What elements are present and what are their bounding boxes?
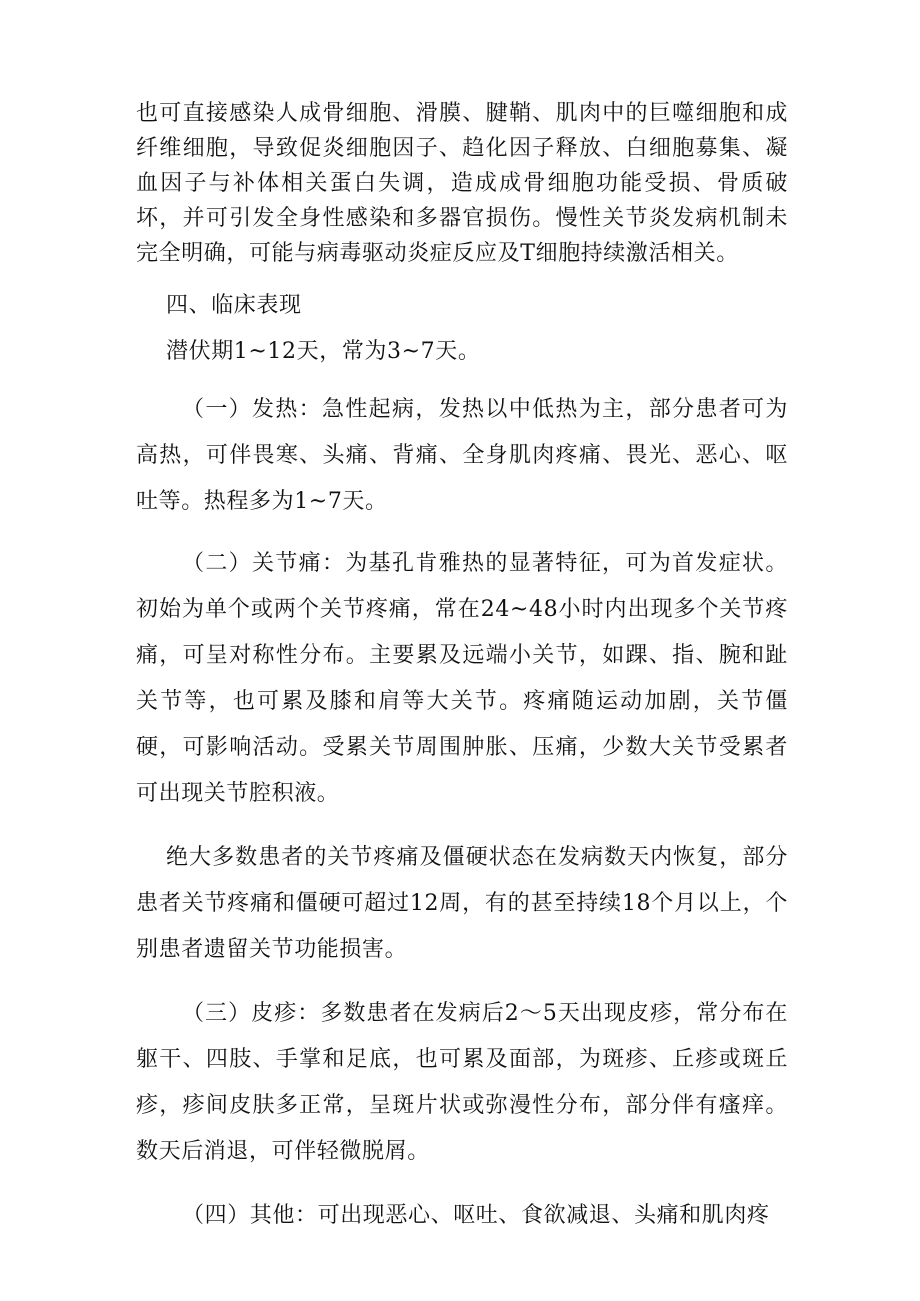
paragraph-fever: （一）发热：急性起病，发热以中低热为主，部分患者可为高热，可伴畏寒、头痛、背痛、全身肌肉疼痛、畏光、恶心、呕吐等。热程多为1~7天。 [136, 397, 788, 514]
document-page [136, 96, 788, 1239]
paragraph-recovery: 绝大多数患者的关节疼痛及僵硬状态在发病数天内恢复，部分患者关节疼痛和僵硬可超过12周，有的甚至持续18个月以上，个别患者遗留关节功能损害。 [136, 845, 788, 962]
paragraph-joint-pain: （二）关节痛：为基孔肯雅热的显著特征，可为首发症状。初始为单个或两个关节疼痛，常在24~48小时内出现多个关节疼痛，可呈对称性分布。主要累及远端小关节，如踝、指、腕和趾关节等，也可累及膝和肩等大关节。疼痛随运动加剧，关节僵硬，可影响活动。受累关节周围肿胀、压痛，少数大关节受累者可出现关节腔积液。 [136, 551, 788, 806]
paragraph-rash: （三）皮疹：多数患者在发病后2～5天出现皮疹，常分布在躯干、四肢、手掌和足底，也可累及面部，为斑疹、丘疹或斑丘疹，疹间皮肤多正常，呈斑片状或弥漫性分布，部分伴有瘙痒。数天后消退，可伴轻微脱屑。 [136, 1001, 788, 1164]
paragraph-incubation: 潜伏期1~12天，常为3~7天。 [166, 339, 481, 364]
paragraph-pathogenesis: 也可直接感染人成骨细胞、滑膜、腱鞘、肌肉中的巨噬细胞和成纤维细胞，导致促炎细胞因子、趋化因子释放、白细胞募集、凝血因子与补体相关蛋白失调，造成成骨细胞功能受损、骨质破坏，并可引发全身性感染和多器官损伤。慢性关节炎发病机制未完全明确，可能与病毒驱动炎症反应及T细胞持续激活相关。 [136, 101, 788, 266]
paragraph-other: （四）其他：可出现恶心、呕吐、食欲减退、头痛和肌肉疼 [182, 1203, 770, 1228]
section-heading-clinical: 四、临床表现 [166, 293, 302, 318]
